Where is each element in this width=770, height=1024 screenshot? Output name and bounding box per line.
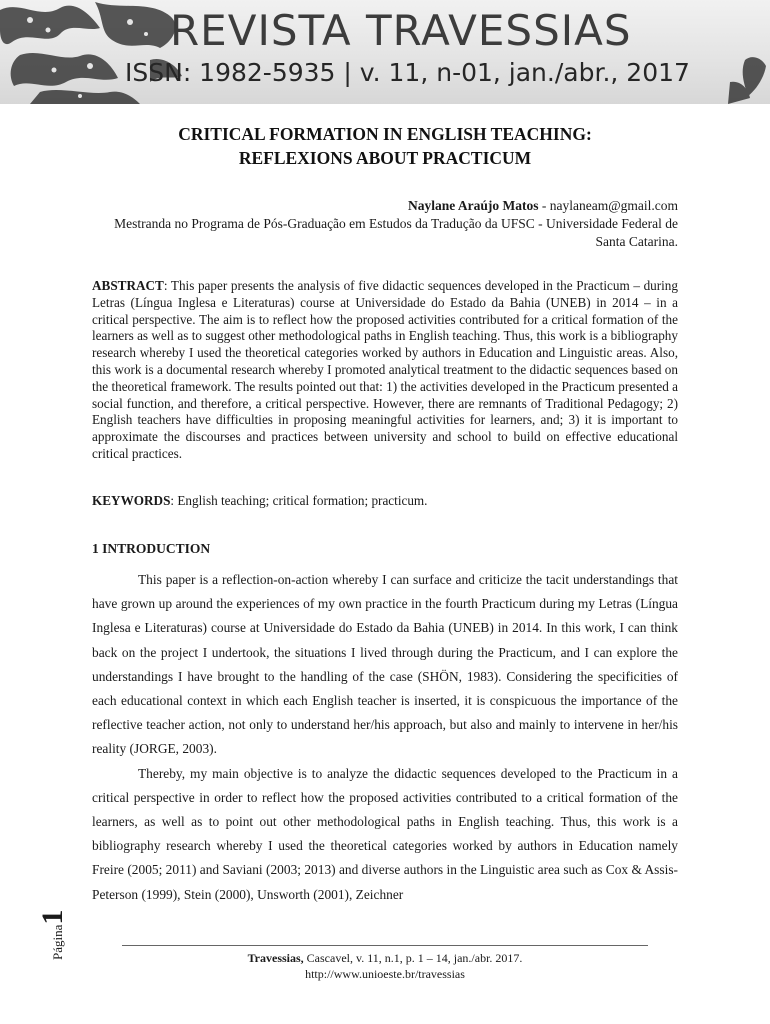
author-name: Naylane Araújo Matos xyxy=(407,198,539,213)
issn-line: ISSN: 1982-5935 | v. 11, n-01, jan./abr., 2017 xyxy=(125,58,690,87)
keywords-text: : English teaching; critical formation; practicum. xyxy=(170,493,428,508)
author-line xyxy=(92,197,678,215)
page-number: 1 xyxy=(36,909,69,925)
abstract-label: ABSTRACT xyxy=(92,278,164,293)
paper-title xyxy=(92,122,678,170)
footer-citation: Cascavel, v. 11, n.1, p. 1 – 14, jan./abr. 2017. xyxy=(303,951,523,965)
journal-title: REVISTA TRAVESSIAS xyxy=(170,6,632,55)
paragraph: Thereby, my main objective is to analyze the didactic sequences developed to the Practicum in a critical perspective in order to reflect how the proposed activities contributed to a critical formation of the learners, as well as to point out other methodological paths in English teaching. Thus, this work is a bibliography research whereby I used the theoretical categories worked by authors in Education namely Freire (2005; 2011) and Saviani (2003; 2013) and diverse authors in the Linguistic area such as Cox & Assis-Peterson (1999), Stein (2000), Unsworth (2001), Zeichner xyxy=(92,765,678,902)
section-heading-introduction: 1 INTRODUCTION xyxy=(92,541,211,556)
page-number-marker xyxy=(30,868,70,960)
abstract-text: : This paper presents the analysis of five didactic sequences developed in the Practicum – during Letras (Língua Inglesa e Literaturas) course at Universidade do Estado da Bahia (UNEB) in 2014 – in a critical perspective. The aim is to reflect how the proposed activities contributed for a critical formation of the learners as well as to suggest other methodological paths in English teaching. Thus, this work is a bibliography research whereby I used the theoretical categories worked by authors in Education and Linguistic areas. Also, this work is a documental research whereby I promoted analytical treatment to the didactic sequences based on the theoretical framework. The results pointed out that: 1) the activities developed in the Practicum presented a social function, and therefore, a critical perspective. However, there are remnants of Traditional Pedagogy; 2) English teachers have difficulties in proposing meaningful activities for learners, and; 3) it is important to approximate the discourses and practices between university and school to build on effective educational critical practices. xyxy=(92,278,678,461)
journal-banner xyxy=(0,0,770,104)
footer-journal: Travessias, xyxy=(247,951,304,965)
author-affiliation: Mestranda no Programa de Pós-Graduação em Estudos da Tradução da UFSC - Universidade Federal de Santa Catarina. xyxy=(114,216,678,249)
paragraph: This paper is a reflection-on-action whereby I can surface and criticize the tacit understandings that have grown up around the experiences of my own practice in the fourth Practicum during my Letras (Língua Inglesa e Literaturas) course at Universidade do Estado da Bahia (UNEB) in 2014. In this work, I can think back on the project I undertook, the situations I lived through during the Practicum, and I can explore the understandings I have brought to the handling of the case (SHÖN, 1983). Considering the specificities of each educational context in which each English teacher is inserted, it is conspicuous the importance of the reflective teacher action, not only to understand her/his approach, but also and mainly to intervene in her/his reality (JORGE, 2003). xyxy=(92,572,678,757)
footer-divider xyxy=(122,945,648,946)
paper-title-line-2: REFLEXIONS ABOUT PRACTICUM xyxy=(238,148,532,168)
author-email: - naylaneam@gmail.com xyxy=(538,198,678,213)
footer-url: http://www.unioeste.br/travessias xyxy=(305,967,465,981)
keywords xyxy=(92,492,678,509)
footer xyxy=(92,950,678,982)
footer-citation-line xyxy=(92,950,678,966)
paper-title-line-1: CRITICAL FORMATION IN ENGLISH TEACHING: xyxy=(178,124,592,144)
page-word: Página xyxy=(50,924,65,960)
author-block xyxy=(92,197,678,251)
keywords-label: KEYWORDS xyxy=(92,493,171,508)
introduction-body xyxy=(92,568,678,907)
abstract xyxy=(92,278,678,463)
